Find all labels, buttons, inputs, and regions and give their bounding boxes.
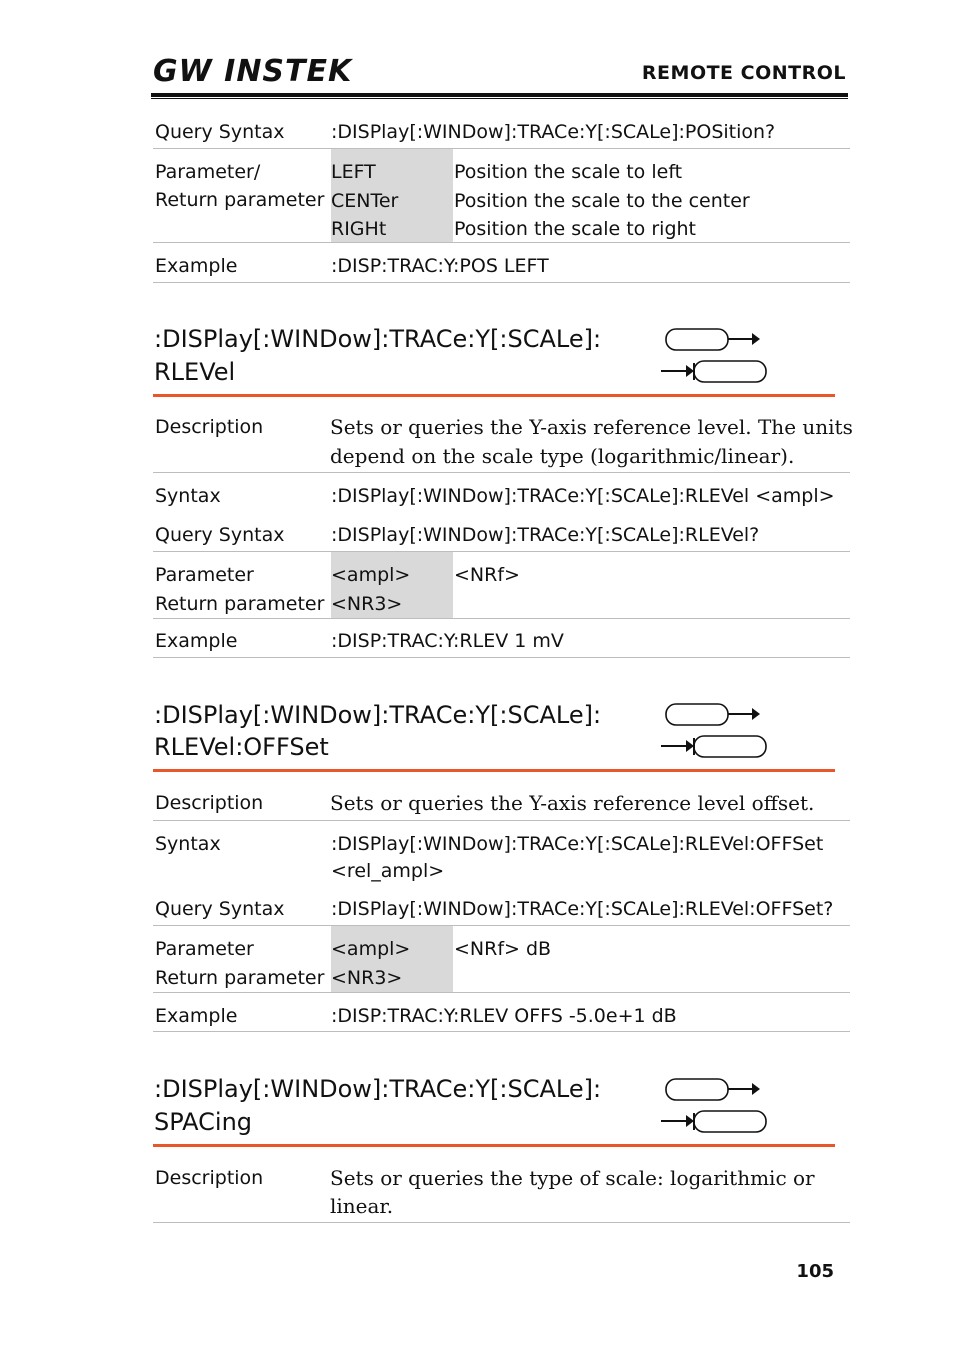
param-desc: <NRf>	[454, 564, 520, 586]
syntax-label: Syntax	[155, 833, 221, 855]
set-query-icon	[658, 1076, 770, 1136]
divider	[153, 551, 850, 552]
command-title-line2: RLEVel	[154, 358, 236, 386]
query-syntax-label: Query Syntax	[155, 121, 285, 143]
divider	[153, 1222, 850, 1223]
query-syntax-label: Query Syntax	[155, 898, 285, 920]
description-text-line2: depend on the scale type (logarithmic/linear).	[330, 444, 795, 468]
divider	[153, 148, 850, 149]
divider	[153, 992, 850, 993]
set-query-icon	[658, 326, 770, 386]
syntax-label: Syntax	[155, 485, 221, 507]
example-value: :DISP:TRAC:Y:RLEV OFFS -5.0e+1 dB	[331, 1005, 677, 1027]
param-desc: Position the scale to left	[454, 161, 683, 183]
description-text: Sets or queries the Y-axis reference level. The units	[330, 415, 853, 439]
header-rule	[151, 93, 848, 97]
command-title-line2: RLEVel:OFFSet	[154, 733, 329, 761]
param-label: Parameter/	[155, 161, 261, 183]
section-header: REMOTE CONTROL	[641, 62, 846, 84]
query-syntax-label: Query Syntax	[155, 524, 285, 546]
return-param-label: Return parameter	[155, 189, 325, 211]
param-name: <ampl>	[331, 564, 411, 586]
divider	[153, 472, 850, 473]
example-label: Example	[155, 1005, 238, 1027]
description-text: Sets or queries the type of scale: logarithmic or	[330, 1166, 815, 1190]
command-title: :DISPlay[:WINDow]:TRACe:Y[:SCALe]:	[154, 1075, 602, 1103]
param-name: <ampl>	[331, 938, 411, 960]
brand-logo: GW INSTEK	[153, 54, 353, 89]
query-syntax-value: :DISPlay[:WINDow]:TRACe:Y[:SCALe]:RLEVel?	[331, 524, 760, 546]
syntax-value: :DISPlay[:WINDow]:TRACe:Y[:SCALe]:RLEVel:OFFSet	[331, 833, 824, 855]
query-syntax-value: :DISPlay[:WINDow]:TRACe:Y[:SCALe]:RLEVel:OFFSet?	[331, 898, 834, 920]
syntax-value: :DISPlay[:WINDow]:TRACe:Y[:SCALe]:RLEVel <ampl>	[331, 485, 835, 507]
query-syntax-value: :DISPlay[:WINDow]:TRACe:Y[:SCALe]:POSition?	[331, 121, 776, 143]
set-query-icon	[658, 701, 770, 761]
command-title: :DISPlay[:WINDow]:TRACe:Y[:SCALe]:	[154, 701, 602, 729]
divider	[153, 820, 850, 821]
command-title: :DISPlay[:WINDow]:TRACe:Y[:SCALe]:	[154, 325, 602, 353]
example-value: :DISP:TRAC:Y:POS LEFT	[331, 255, 549, 277]
description-label: Description	[155, 416, 264, 438]
divider	[153, 657, 850, 658]
return-name: <NR3>	[331, 967, 403, 989]
return-param-label: Return parameter	[155, 967, 325, 989]
header-rule-thin	[151, 98, 848, 99]
description-text-line2: linear.	[330, 1194, 394, 1218]
divider	[153, 242, 850, 243]
example-label: Example	[155, 630, 238, 652]
example-value: :DISP:TRAC:Y:RLEV 1 mV	[331, 630, 564, 652]
divider	[153, 925, 850, 926]
param-desc: Position the scale to the center	[454, 190, 750, 212]
description-text: Sets or queries the Y-axis reference level offset.	[330, 791, 815, 815]
description-label: Description	[155, 792, 264, 814]
param-desc: Position the scale to right	[454, 218, 696, 240]
example-label: Example	[155, 255, 238, 277]
param-name: CENTer	[331, 190, 399, 212]
description-label: Description	[155, 1167, 264, 1189]
divider	[153, 618, 850, 619]
param-name: RIGHt	[331, 218, 387, 240]
param-desc: <NRf> dB	[454, 938, 552, 960]
page-number: 105	[796, 1261, 834, 1282]
command-title-line2: SPACing	[154, 1108, 253, 1136]
syntax-value-line2: <rel_ampl>	[331, 860, 445, 882]
section-rule	[153, 769, 835, 772]
param-label: Parameter	[155, 938, 254, 960]
param-name: LEFT	[331, 161, 376, 183]
return-name: <NR3>	[331, 593, 403, 615]
return-param-label: Return parameter	[155, 593, 325, 615]
param-label: Parameter	[155, 564, 254, 586]
divider	[153, 282, 850, 283]
section-rule	[153, 1144, 835, 1147]
section-rule	[153, 394, 835, 397]
divider	[153, 1031, 850, 1032]
